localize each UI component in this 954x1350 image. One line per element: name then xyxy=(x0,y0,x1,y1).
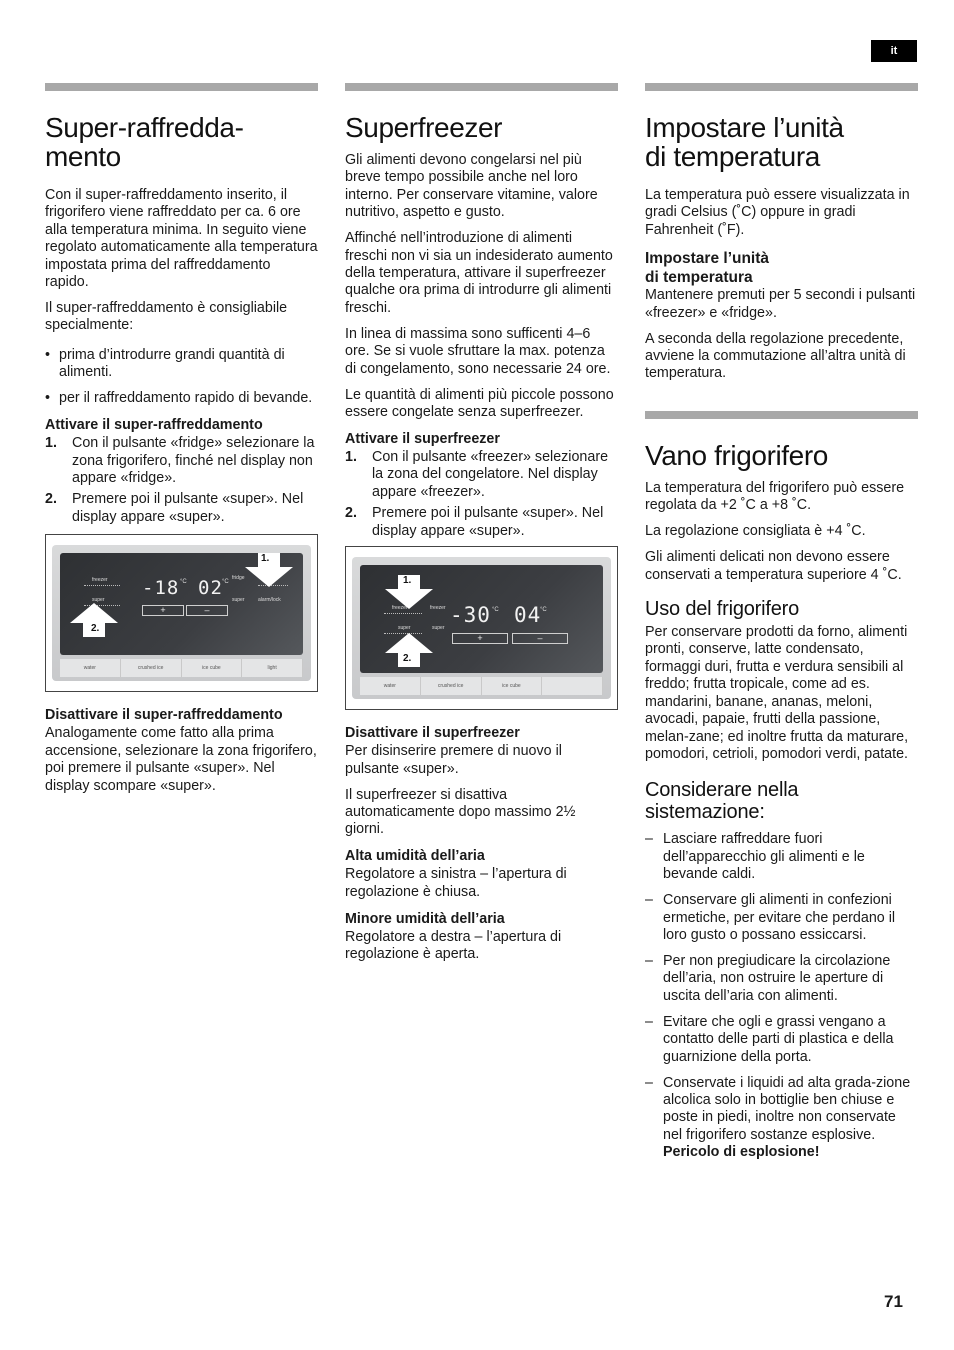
subheading: Attivare il super-raffreddamento xyxy=(45,417,263,434)
list-item xyxy=(45,491,318,526)
minus-button: – xyxy=(186,605,228,616)
strip-label: crushed ice xyxy=(421,677,482,695)
bullet-list xyxy=(45,347,318,408)
section-rule xyxy=(345,83,618,91)
indicator-dots xyxy=(84,585,120,587)
fridge-temperature: 04 xyxy=(514,603,542,628)
unit-label: °C xyxy=(540,607,547,614)
list-item: – Evitare che ogli e grassi vengano a contatto delle parti di plastica e della guarnizione della porta. xyxy=(645,1014,918,1066)
step-text: Con il pulsante «freezer» selezionare la zona del congelatore. Nel display appare «freezer». xyxy=(372,449,609,500)
column-superfreezer xyxy=(345,83,618,972)
language-badge: it xyxy=(871,40,917,62)
indicator-dots xyxy=(384,613,422,615)
strip-label: ice cube xyxy=(482,677,543,695)
fridge-temperature: 02 xyxy=(198,577,223,600)
super-label: super xyxy=(398,625,411,632)
paragraph: Gli alimenti delicati non devono essere conservati a temperatura superiore 4 ˚C. xyxy=(645,549,902,583)
list-item: • prima d’introdurre grandi quantità di alimenti. xyxy=(45,347,318,382)
paragraph: La temperatura del frigorifero può essere regolata da +2 ˚C a +8 ˚C. xyxy=(645,479,905,514)
paragraph: Con il super-raffreddamento inserito, il frigorifero viene raffreddato per ca. 6 ore alla temperatura minima. In seguito viene regolato automaticamente alla temperatura impostata prima del raffreddamento rapido. xyxy=(45,187,318,291)
strip-label xyxy=(542,677,603,695)
freezer-temperature: -18 xyxy=(142,577,180,600)
step-number: 2. xyxy=(345,505,357,522)
strip-label: ice cube xyxy=(182,659,243,677)
unit-label: °C xyxy=(222,579,229,586)
fridge-label: fridge xyxy=(262,575,275,582)
subheading: Impostare l’unità di temperatura xyxy=(645,250,770,287)
paragraph: Per conservare prodotti da forno, alimenti pronti, conserve, latte condensato, formaggi duri, frutta e verdura sensibili al freddo; frutta tropicale, come ad es. mandarini, banane, ananas, meloni, avocadi, papaie, frutti della passione, melan-zane; ed inoltre frutta da maturare, pomodori, cetrioli, pomodori verdi, patate. xyxy=(645,624,909,762)
freezer-label: freezer xyxy=(430,605,446,612)
strip-label: light xyxy=(242,659,303,677)
step-marker: 1. xyxy=(400,575,414,586)
alarm-label: alarm/lock xyxy=(258,597,281,604)
list-item xyxy=(345,505,618,540)
control-panel xyxy=(52,545,311,681)
step-number: 1. xyxy=(345,449,357,466)
paragraph: Regolatore a destra – l’apertura di regolazione è aperta. xyxy=(345,928,562,963)
step-list xyxy=(345,449,618,540)
column-super-cooling xyxy=(45,83,318,804)
paragraph: Gli alimenti devono congelarsi nel più breve tempo possibile anche nel loro interno. Per conservare vitamine, valore nutritivo, aspetto e gusto. xyxy=(345,152,598,221)
arrow-up-icon xyxy=(385,633,433,653)
list-item: – Per non pregiudicare la circolazione dell’aria, non ostruire le aperture di uscita dell’aria con alimenti. xyxy=(645,953,918,1005)
minus-button: – xyxy=(512,633,568,644)
freezer-label: freezer xyxy=(392,605,408,612)
plus-button: + xyxy=(142,605,184,616)
subheading: Minore umidità dell’aria xyxy=(345,910,505,927)
control-panel-figure xyxy=(45,534,318,692)
unit-label: °C xyxy=(180,579,187,586)
paragraph: Le quantità di alimenti più piccole possono essere congelate senza superfreezer. xyxy=(345,386,614,421)
control-panel xyxy=(352,557,611,699)
step-marker: 2. xyxy=(400,653,414,664)
arrow-up-icon xyxy=(70,603,118,623)
strip-label: water xyxy=(360,677,421,695)
subsection-title: Uso del frigorifero xyxy=(645,598,800,621)
fridge-label: fridge xyxy=(232,575,245,582)
super-label: super xyxy=(232,597,245,604)
strip-label: water xyxy=(60,659,121,677)
list-item: • per il raffreddamento rapido di bevande. xyxy=(45,390,318,407)
subheading: Disattivare il super-raffreddamento xyxy=(45,707,283,724)
list-item: – Conservare gli alimenti in confezioni ermetiche, per evitare che perdano il loro gusto o possano essiccarsi. xyxy=(645,892,918,944)
paragraph: Regolatore a sinistra – l’apertura di regolazione è chiusa. xyxy=(345,866,567,900)
section-rule xyxy=(645,83,918,91)
paragraph: La regolazione consigliata è +4 ˚C. xyxy=(645,523,866,540)
paragraph: Analogamente come fatto alla prima accensione, selezionare la zona frigorifero, poi premere il pulsante «super». Nel display scompare «super». xyxy=(45,725,317,794)
list-item: – Lasciare raffreddare fuori dell’apparecchio gli alimenti e le bevande caldi. xyxy=(645,831,918,883)
subheading: Disattivare il superfreezer xyxy=(345,725,520,742)
paragraph: A seconda della regolazione precedente, avviene la commutazione all’altra unità di temperatura. xyxy=(645,330,906,382)
step-text: Con il pulsante «fridge» selezionare la zona frigorifero, finché nel display non appare «fridge». xyxy=(72,435,315,487)
freezer-label: freezer xyxy=(92,577,108,584)
dispenser-strip xyxy=(60,659,303,677)
section-title: Superfreezer xyxy=(345,112,503,143)
paragraph: In linea di massima sono sufficenti 4–6 ore. Se si vuole sfruttare la max. potenza di congelamento, sono necessarie 24 ore. xyxy=(345,325,611,377)
subheading: Alta umidità dell’aria xyxy=(345,848,485,865)
paragraph: Affinché nell’introduzione di alimenti freschi non vi sia un indesiderato aumento della temperatura, attivare il superfreezer qualche ora prima di introdurre gli alimenti freschi. xyxy=(345,230,613,316)
step-text: Premere poi il pulsante «super». Nel display appare «super». xyxy=(72,491,304,525)
subheading: Attivare il superfreezer xyxy=(345,431,500,448)
control-panel-figure xyxy=(345,546,618,710)
section-title: Impostare l’unità di temperatura xyxy=(645,112,844,172)
list-item xyxy=(45,435,318,487)
subsection-title: Considerare nella sistemazione: xyxy=(645,779,799,824)
paragraph: Mantenere premuti per 5 secondi i pulsanti «freezer» e «fridge». xyxy=(645,287,916,321)
list-item xyxy=(645,1075,918,1162)
page-number: 71 xyxy=(884,1292,903,1311)
step-list xyxy=(45,435,318,526)
paragraph: La temperatura può essere visualizzata in gradi Celsius (˚C) oppure in gradi Fahrenheit (˚F). xyxy=(645,187,910,238)
step-number: 1. xyxy=(45,435,57,452)
list-item-text: Conservate i liquidi ad alta grada-zione alcolica solo in bottiglie ben chiuse e poste in piedi, inoltre non conservate nel frigorifero sostanze esplosive. xyxy=(663,1074,911,1143)
freezer-temperature: -30 xyxy=(450,603,491,628)
paragraph: Il superfreezer si disattiva automaticamente dopo massimo 2½ giorni. xyxy=(345,786,576,838)
paragraph: Il super-raffreddamento è consigliabile specialmente: xyxy=(45,300,288,334)
plus-button: + xyxy=(452,633,508,644)
dash-list xyxy=(645,831,918,1161)
column-temperature-unit xyxy=(645,83,918,1162)
section-title: Super-raffredda- mento xyxy=(45,112,244,172)
super-label: super xyxy=(432,625,445,632)
step-marker: 2. xyxy=(88,623,102,634)
danger-warning: Pericolo di esplosione! xyxy=(663,1144,820,1161)
unit-label: °C xyxy=(492,607,499,614)
step-text: Premere poi il pulsante «super». Nel display appare «super». xyxy=(372,505,604,539)
paragraph: Per disinserire premere di nuovo il pulsante «super». xyxy=(345,743,562,777)
list-item xyxy=(345,449,618,501)
dispenser-strip xyxy=(360,677,603,695)
section-rule xyxy=(45,83,318,91)
step-marker: 1. xyxy=(258,553,272,564)
strip-label: crushed ice xyxy=(121,659,182,677)
arrow-down-icon xyxy=(385,589,433,612)
section-title: Vano frigorifero xyxy=(645,439,828,471)
step-number: 2. xyxy=(45,491,57,508)
super-label: super xyxy=(92,597,105,604)
section-rule xyxy=(645,411,918,419)
arrow-down-icon xyxy=(245,567,293,587)
